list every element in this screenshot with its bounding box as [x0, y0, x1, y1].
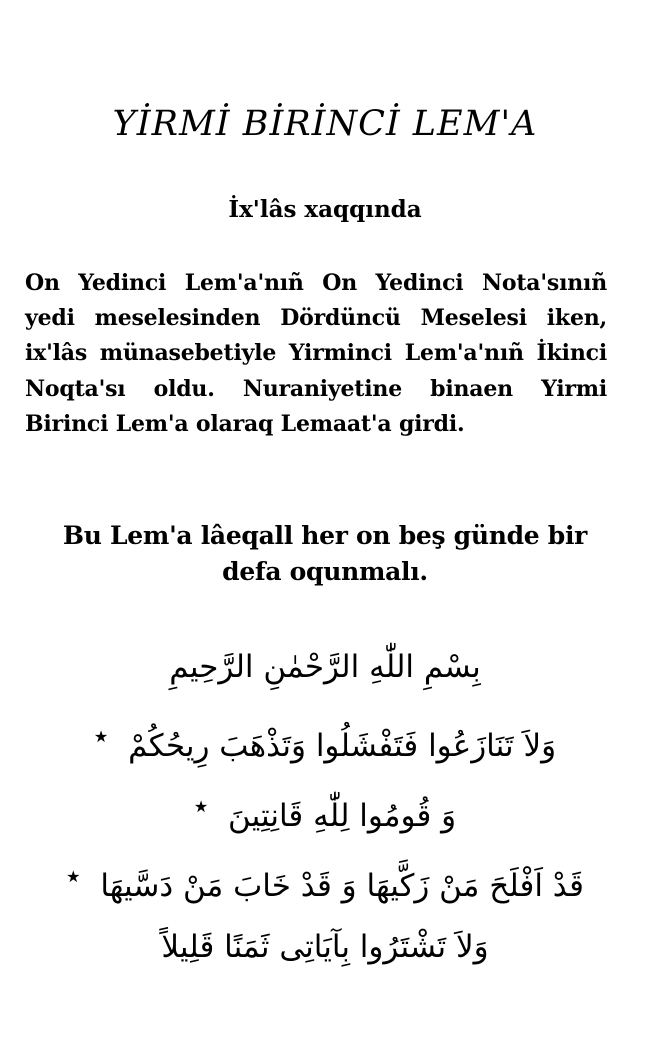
arabic-verse-text: وَ قُومُوا لِلّٰهِ قَانِتِينَ [228, 798, 457, 834]
arabic-verse-text: بِسْمِ اللّٰهِ الرَّحْمٰنِ الرَّحِيمِ [169, 649, 481, 685]
star-icon: ★ [66, 867, 81, 886]
page-title: YİRMİ BİRİNCİ LEM'A [112, 104, 538, 144]
arabic-verse-5 [0, 912, 650, 982]
arabic-verses [0, 632, 650, 982]
arabic-verse-3 [0, 772, 650, 842]
reading-note [20, 518, 630, 590]
section-subtitle: İx'lâs xaqqında [228, 196, 422, 223]
arabic-verse-basmala [0, 632, 650, 702]
arabic-verse-text: قَدْ اَفْلَحَ مَنْ زَكَّيهَا وَ قَدْ خَابَ مَنْ دَسَّيهَا [100, 868, 584, 904]
arabic-verse-2 [0, 702, 650, 772]
reading-note-line-2: defa oqunmalı. [222, 557, 428, 586]
star-icon: ★ [193, 797, 209, 816]
reading-note-line-1: Bu Lem'a lâeqall her on beş günde bir [62, 521, 588, 550]
intro-paragraph: On Yedinci Lem'a'nıñ On Yedinci Nota'sınıñ yedi meselesinden Dördüncü Meselesi iken, ix'lâs münasebetiyle Yirminci Lem'a'nıñ İkinci Noqta'sı oldu. Nuraniyetine binaen Yirmi Birinci Lem'a olaraq Lemaat'a girdi. [25, 270, 607, 437]
star-icon: ★ [93, 727, 109, 746]
arabic-verse-text: وَلاَ تَشْتَرُوا بِآيَاتِى ثَمَنًا قَلِيلاً [161, 929, 489, 965]
arabic-verse-text: وَلاَ تَنَازَعُوا فَتَفْشَلُوا وَتَذْهَبَ رِيحُكُمْ [128, 728, 557, 764]
arabic-verse-4 [0, 842, 650, 912]
